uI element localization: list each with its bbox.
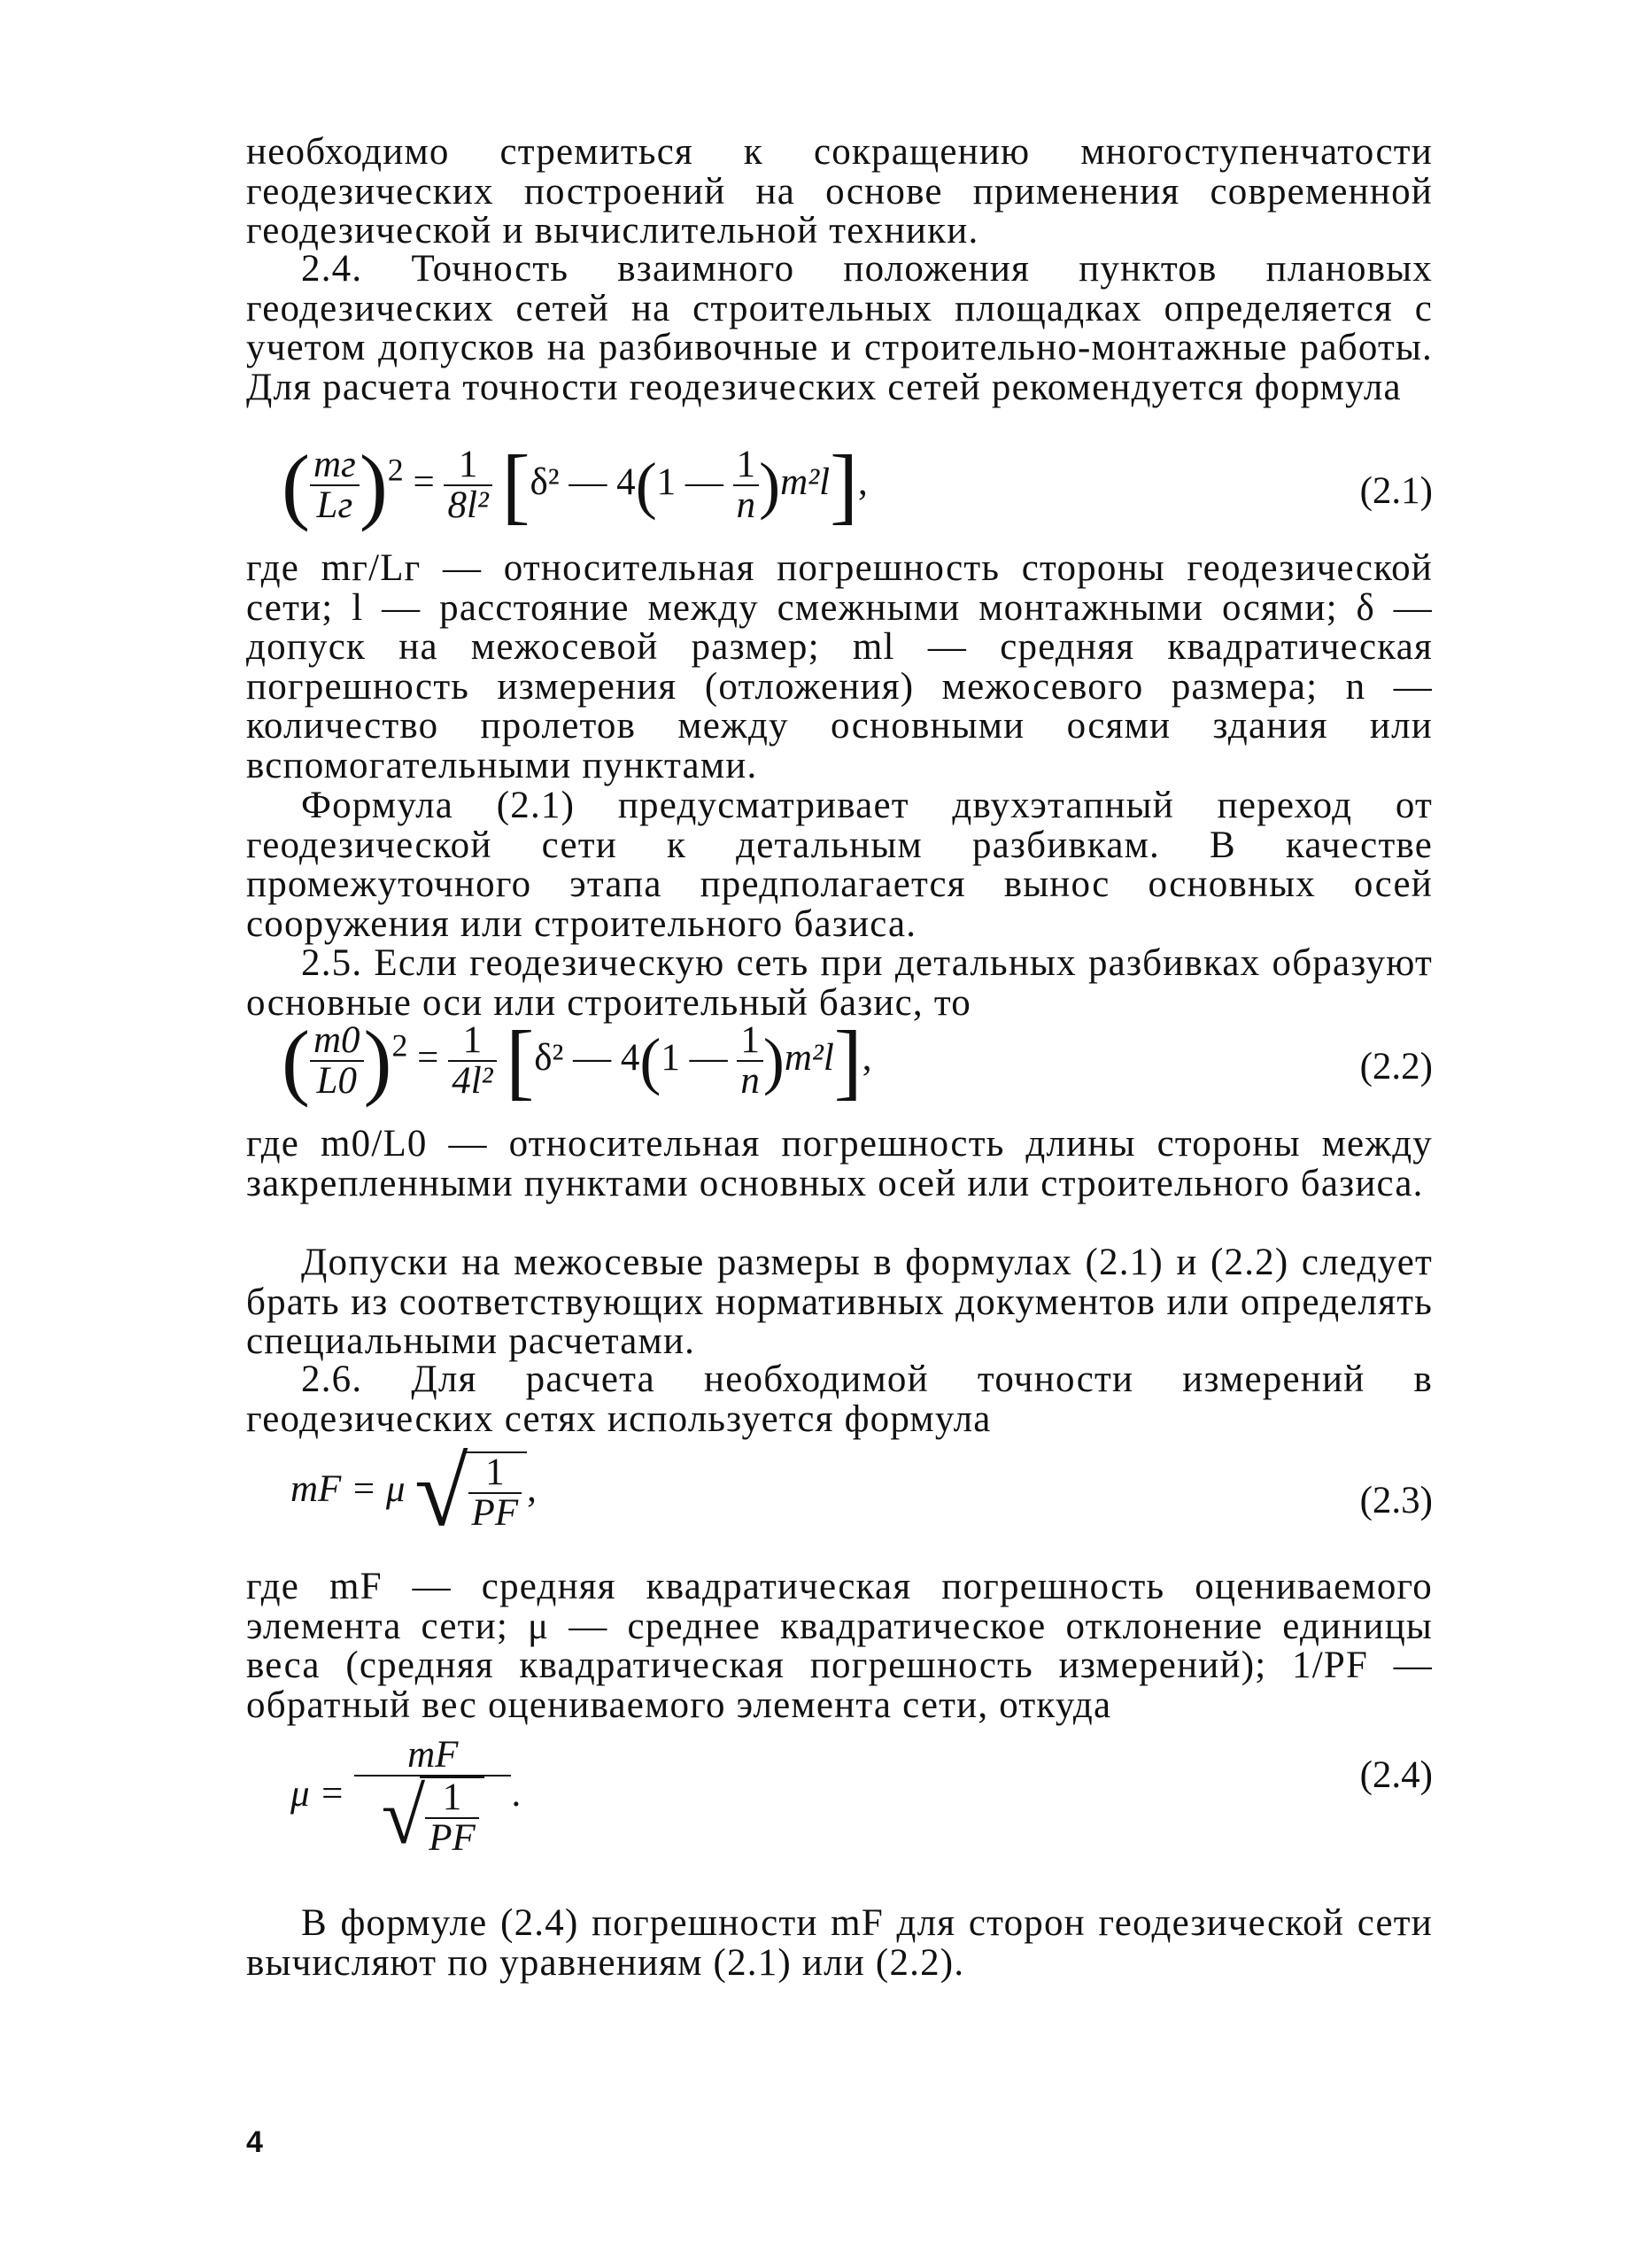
eq2-coef-denominator: 4l² <box>452 1060 493 1102</box>
eq2-equals: = <box>417 1036 439 1079</box>
eq4-inner-numerator: 1 <box>425 1778 479 1819</box>
equation-2-4 <box>246 1736 1433 1895</box>
paragraph-3: где mг/Lг — относительная погрешность стороны геодезической сети; l — расстояние между смежными монтажными осями; δ — допуск на межосевой размер; ml — средняя квадратическая погрешность измерения (отложения) межосевого размера; n — количество пролетов между основными осями здания или вспомогательными пунктами. <box>246 547 1433 786</box>
eq1-end: , <box>858 461 868 503</box>
definitions-2-2 <box>246 1125 1433 1204</box>
paragraph-2: 2.4. Точность взаимного положения пунктов плановых геодезических сетей на строительных площадках определяется с учетом допусков на разбивочные и строительно-монтажные работы. Для расчета точности геодезических сетей рекомендуется формула <box>246 248 1433 408</box>
closing-note <box>246 1904 1433 1983</box>
eq1-tail: m²l <box>780 461 831 503</box>
eq1-lhs-denominator: Lг <box>316 484 353 526</box>
definitions-2-1 <box>246 549 1433 786</box>
section-2-6 <box>246 1360 1433 1439</box>
paragraph-7: Допуски на межосевые размеры в формулах (2.1) и (2.2) следует брать из соответствующих нормативных документов или определять специальными расчетами. <box>246 1242 1433 1363</box>
eq2-square: 2 <box>391 1027 408 1064</box>
eq3-end: , <box>527 1467 537 1510</box>
page-number: 4 <box>246 2125 263 2159</box>
paragraph-5: 2.5. Если геодезическую сеть при детальных разбивках образуют основные оси или строительный базис, то <box>246 942 1433 1024</box>
paragraph-1: необходимо стремиться к сокращению многоступенчатости геодезических построений на основе применения современной геодезической и вычислительной техники. <box>246 131 1433 252</box>
eq1-coef-denominator: 8l² <box>447 484 489 526</box>
eq2-body: δ² — 4 <box>534 1036 640 1079</box>
eq3-lhs: mF = μ <box>290 1467 406 1510</box>
paragraph-intro <box>246 133 1433 252</box>
eq1-n-numerator: 1 <box>733 445 760 486</box>
eq4-inner-denominator: PF <box>429 1817 476 1859</box>
formula-2-1-note <box>246 786 1433 944</box>
eq4-fraction <box>354 1734 511 1861</box>
eq4-lhs: μ = <box>290 1772 345 1815</box>
equation-2-1 <box>246 437 1433 540</box>
eq2-lhs-denominator: L0 <box>316 1060 357 1102</box>
equation-2-2 <box>246 1013 1433 1116</box>
eq4-numerator: mF <box>354 1736 511 1776</box>
eq1-body: δ² — 4 <box>530 461 636 503</box>
eq3-sqrt: √ $\frac{1}{PF}$ <box>414 1444 527 1541</box>
equation-2-3 <box>246 1438 1433 1567</box>
equation-2-2-number: (2.2) <box>1359 1046 1433 1088</box>
eq2-coef-numerator: 1 <box>448 1021 496 1062</box>
tolerances-note <box>246 1243 1433 1362</box>
equation-2-1-number: (2.1) <box>1359 470 1433 512</box>
eq3-numerator: 1 <box>468 1453 522 1494</box>
eq2-one-minus: 1 — <box>661 1036 728 1079</box>
eq2-n-denominator: n <box>740 1060 760 1102</box>
eq1-n-denominator: n <box>736 484 756 526</box>
eq4-end: . <box>511 1772 522 1815</box>
eq2-tail: m²l <box>784 1036 834 1079</box>
eq2-lhs-numerator: m0 <box>310 1021 364 1062</box>
equation-2-1-expression: ( $\frac{mг}{Lг}$ )$^2$ = $\frac{1}{\text{8l²}}$ [δ² — 4(1 — $\frac{1}{n}$ )m²l], <box>282 437 868 532</box>
section-2-5 <box>246 944 1433 1023</box>
equation-2-3-number: (2.3) <box>1359 1480 1433 1521</box>
eq2-n-numerator: 1 <box>737 1021 763 1062</box>
paragraph-8: 2.6. Для расчета необходимой точности измерений в геодезических сетях используется формула <box>246 1358 1433 1440</box>
paragraph-9: где mF — средняя квадратическая погрешность оцениваемого элемента сети; μ — среднее квадратическое отклонение единицы веса (средняя квадратическая погрешность измерений); 1/PF — обратный вес оцениваемого элемента сети, откуда <box>246 1566 1433 1726</box>
paragraph-6: где m0/L0 — относительная погрешность длины стороны между закрепленными пунктами основных осей или строительного базиса. <box>246 1123 1433 1204</box>
paragraph-10: В формуле (2.4) погрешности mF для сторон геодезической сети вычисляют по уравнениям (2.1) или (2.2). <box>246 1902 1433 1984</box>
eq1-equals: = <box>413 461 435 503</box>
equation-2-4-expression <box>290 1734 522 1861</box>
eq2-end: , <box>862 1036 872 1079</box>
eq1-square: 2 <box>387 452 404 488</box>
section-2-4 <box>246 250 1433 407</box>
eq1-one-minus: 1 — <box>656 461 723 503</box>
paragraph-4: Формула (2.1) предусматривает двухэтапный переход от геодезической сети к детальным разбивкам. В качестве промежуточного этапа предполагается вынос основных осей сооружения или строительного базиса. <box>246 785 1433 945</box>
eq1-lhs-numerator: mг <box>310 445 360 486</box>
definitions-2-3 <box>246 1567 1433 1725</box>
eq4-sqrt: √ $\frac{1}{PF}$ <box>382 1776 484 1858</box>
equation-2-3-expression <box>290 1438 537 1546</box>
equation-2-2-expression: ( $\frac{m0}{L0}$ )$^2$ = $\frac{1}{\text{4l²}}$ [δ² — 4(1 — $\frac{1}{n}$ )m²l], <box>282 1013 872 1108</box>
eq3-denominator: PF <box>471 1492 519 1534</box>
eq1-coef-numerator: 1 <box>444 445 491 486</box>
equation-2-4-number: (2.4) <box>1359 1754 1433 1796</box>
